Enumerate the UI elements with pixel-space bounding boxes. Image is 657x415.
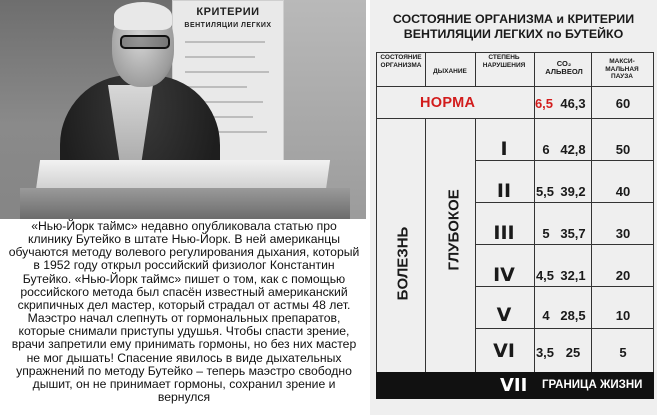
row2-col-a: 5,5 xyxy=(535,184,555,199)
row1-col-a: 6 xyxy=(542,142,550,157)
life-limit-bar xyxy=(376,372,654,399)
glasses xyxy=(120,35,170,49)
header-state: СОСТОЯНИЕ ОРГАНИЗМА xyxy=(380,54,422,69)
norm-label: НОРМА xyxy=(420,95,476,111)
row6-col-b: 25 xyxy=(565,345,581,360)
header-pause: МАКСИ-МАЛЬНАЯ ПАУЗА xyxy=(605,58,639,80)
header-degree: СТЕПЕНЬ НАРУШЕНИЯ xyxy=(482,54,526,69)
norm-col-b: 46,3 xyxy=(560,96,586,111)
buteyko-table-panel xyxy=(370,0,657,415)
row2-pause: 40 xyxy=(615,184,631,199)
poster-title-1: КРИТЕРИИ xyxy=(196,6,260,18)
degree-4: IV xyxy=(493,264,515,286)
row4-pause: 20 xyxy=(615,268,631,283)
header-breath: ДЫХАНИЕ xyxy=(433,68,467,75)
degree-3: III xyxy=(493,222,515,244)
degree-2: II xyxy=(496,180,512,202)
podium xyxy=(36,160,330,190)
table-title: СОСТОЯНИЕ ОРГАНИЗМА и КРИТЕРИИ ВЕНТИЛЯЦИИ ЛЕГКИХ по БУТЕЙКО xyxy=(392,12,635,41)
article-block xyxy=(0,219,366,415)
disease-label: БОЛЕЗНЬ xyxy=(394,226,412,301)
row3-col-a: 5 xyxy=(542,226,550,241)
row5-col-a: 4 xyxy=(542,308,550,323)
life-limit-label: ГРАНИЦА ЖИЗНИ xyxy=(542,379,643,391)
row4-col-a: 4,5 xyxy=(535,268,555,283)
degree-5: V xyxy=(496,304,512,326)
degree-6: VI xyxy=(493,340,515,362)
row5-pause: 10 xyxy=(615,308,631,323)
row5-col-b: 28,5 xyxy=(560,308,586,323)
deep-breath-label: ГЛУБОКОЕ xyxy=(445,189,463,271)
poster-title-2: ВЕНТИЛЯЦИИ ЛЕГКИХ xyxy=(184,22,272,29)
row1-pause: 50 xyxy=(615,142,631,157)
row4-col-b: 32,1 xyxy=(560,268,586,283)
row3-pause: 30 xyxy=(615,226,631,241)
norm-col-a: 6,5 xyxy=(534,96,554,111)
row2-col-b: 39,2 xyxy=(560,184,586,199)
row3-col-b: 35,7 xyxy=(560,226,586,241)
row6-pause: 5 xyxy=(619,345,627,360)
article-text: «Нью-Йорк таймс» недавно опубликовала статью про клинику Бутейко в штате Нью-Йорк. В ней американцы обучаются методу волевого регулирования дыхания, который в 1952 году открыл российский физиолог Константин Бутейко. «Нью-Йорк таймс» пишет о том, как с помощью российского метода был спасён известный американский скрипичных дел мастер, который страдал от астмы 48 лет. Маэстро начал слепнуть от гормональных препаратов, которые снимали приступы удушья. Чтобы спасти зрение, врачи запретили ему принимать гормоны, но без них мастер не мог дышать! Спасение явилось в виде дыхательных упражнений по методу Бутейко – теперь маэстро свободно дышит, он не принимает гормоны, сохранил зрение и вернулся xyxy=(8,219,360,405)
degree-1: I xyxy=(500,138,508,160)
header-co2: СО₂ АЛЬВЕОЛ xyxy=(545,59,583,76)
row1-col-b: 42,8 xyxy=(560,142,586,157)
degree-7: VII xyxy=(500,375,528,396)
row6-col-a: 3,5 xyxy=(535,345,555,360)
norm-pause: 60 xyxy=(615,96,631,111)
